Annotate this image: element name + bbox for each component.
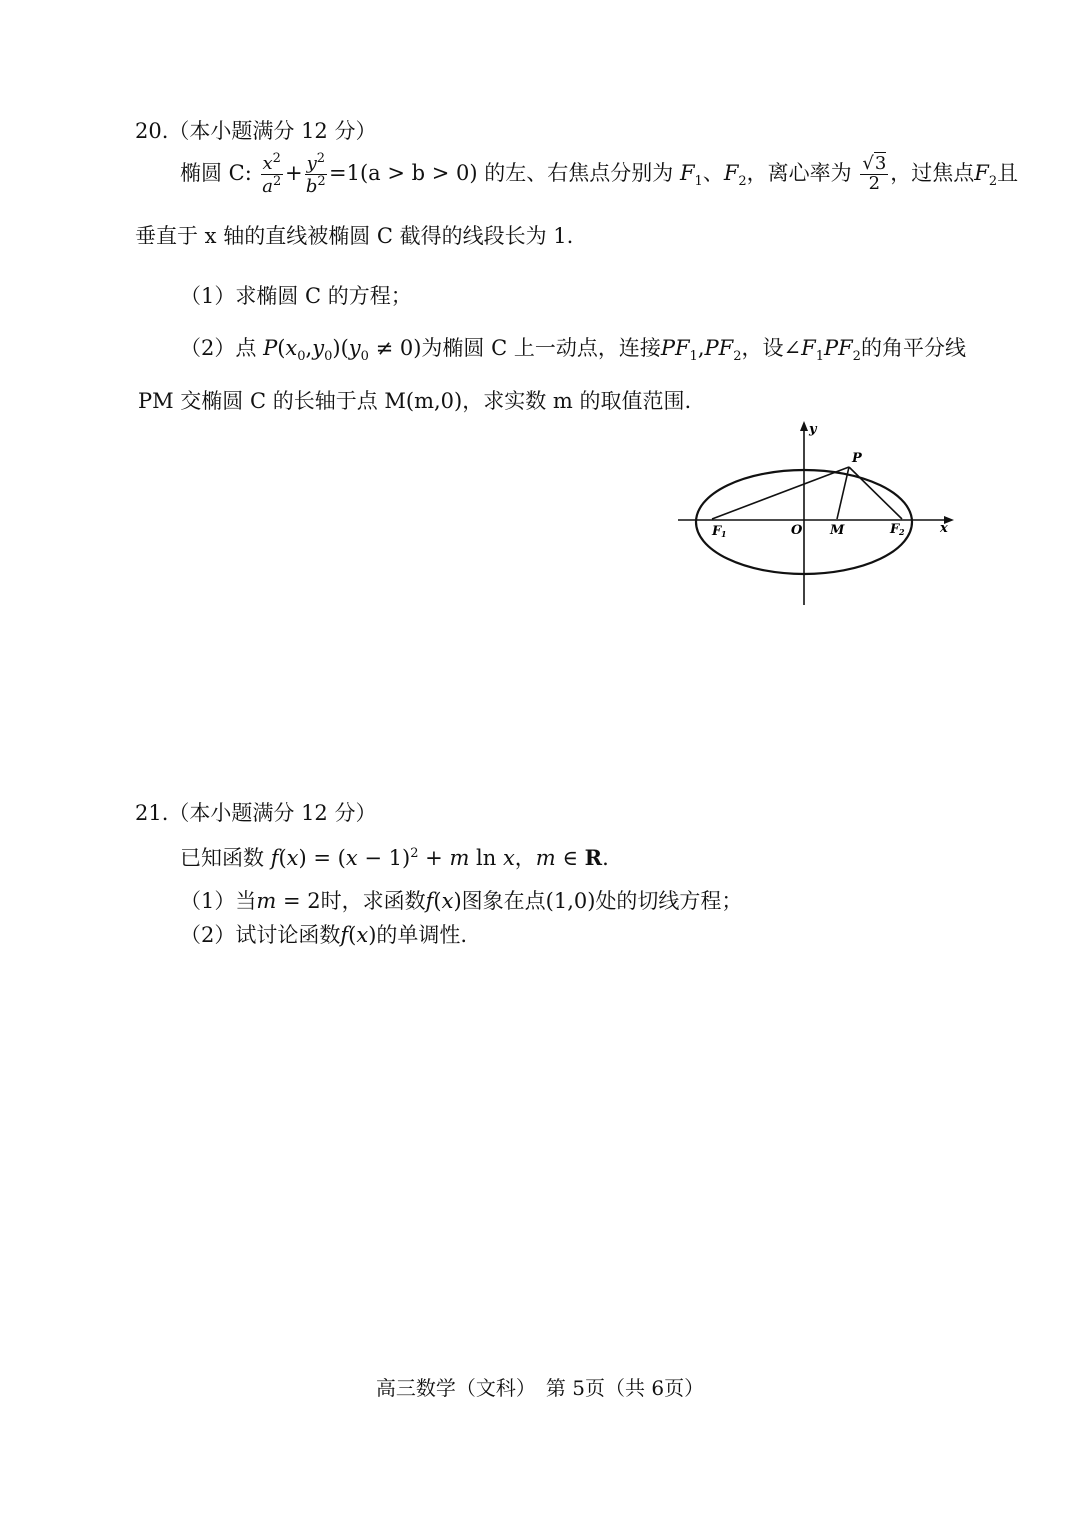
label-f2 (889, 522, 905, 537)
label-f1 (711, 524, 727, 539)
problem-20-stem: 椭圆 C: $\frac{x^2}{a^2}$ + $\frac{y^2}{b^2}$ =1(a > b > 0) 的左、右焦点分别为 $F_1$、$F_2$，离心率为 $\frac{√3}{2}$ ，过焦点$F_2$且 (180, 151, 1019, 197)
problem-21-question-1: （1）当m = 2时，求函数f(x)图象在点(1,0)处的切线方程； (180, 889, 743, 913)
page-footer: 高三数学（文科） 第 5页（共 6页） (375, 1376, 705, 1400)
problem-20-question-2: （2）点 $P(x_0,y_0)(y_0 \ne 0)$为椭圆 C 上一动点，连接$PF_1,PF_2$，设$\angle F_1PF_2$的角平分线 (180, 336, 966, 365)
problem-21-stem: 已知函数 $f(x) = (x - 1)^2 + m$ ln x，m ∈ R. (180, 845, 609, 870)
problem-20-header: 20.（本小题满分 12 分） (135, 119, 377, 143)
label-y: y (809, 422, 817, 437)
svg-text:2: 2 (899, 527, 905, 537)
problem-21-question-2: （2）试讨论函数f(x)的单调性. (180, 923, 468, 947)
segment-pf1 (712, 467, 849, 519)
label-o: O (791, 523, 803, 538)
label-p: P (852, 451, 862, 466)
label-x: x (940, 521, 948, 536)
svg-text:F: F (712, 524, 722, 539)
problem-20-question-2-line2: PM 交椭圆 C 的长轴于点 M(m,0)，求实数 m 的取值范围. (138, 389, 692, 413)
segment-pm (837, 467, 849, 519)
problem-20-stem-line2: 垂直于 x 轴的直线被椭圆 C 截得的线段长为 1. (135, 224, 574, 248)
ellipse-figure (670, 415, 960, 610)
problem-21-header: 21.（本小题满分 12 分） (135, 801, 377, 825)
problem-20-question-1: （1）求椭圆 C 的方程； (180, 284, 412, 308)
svg-text:F: F (890, 522, 900, 537)
label-m: M (830, 523, 845, 538)
y-axis-arrow (800, 421, 808, 431)
svg-text:1: 1 (721, 529, 727, 539)
